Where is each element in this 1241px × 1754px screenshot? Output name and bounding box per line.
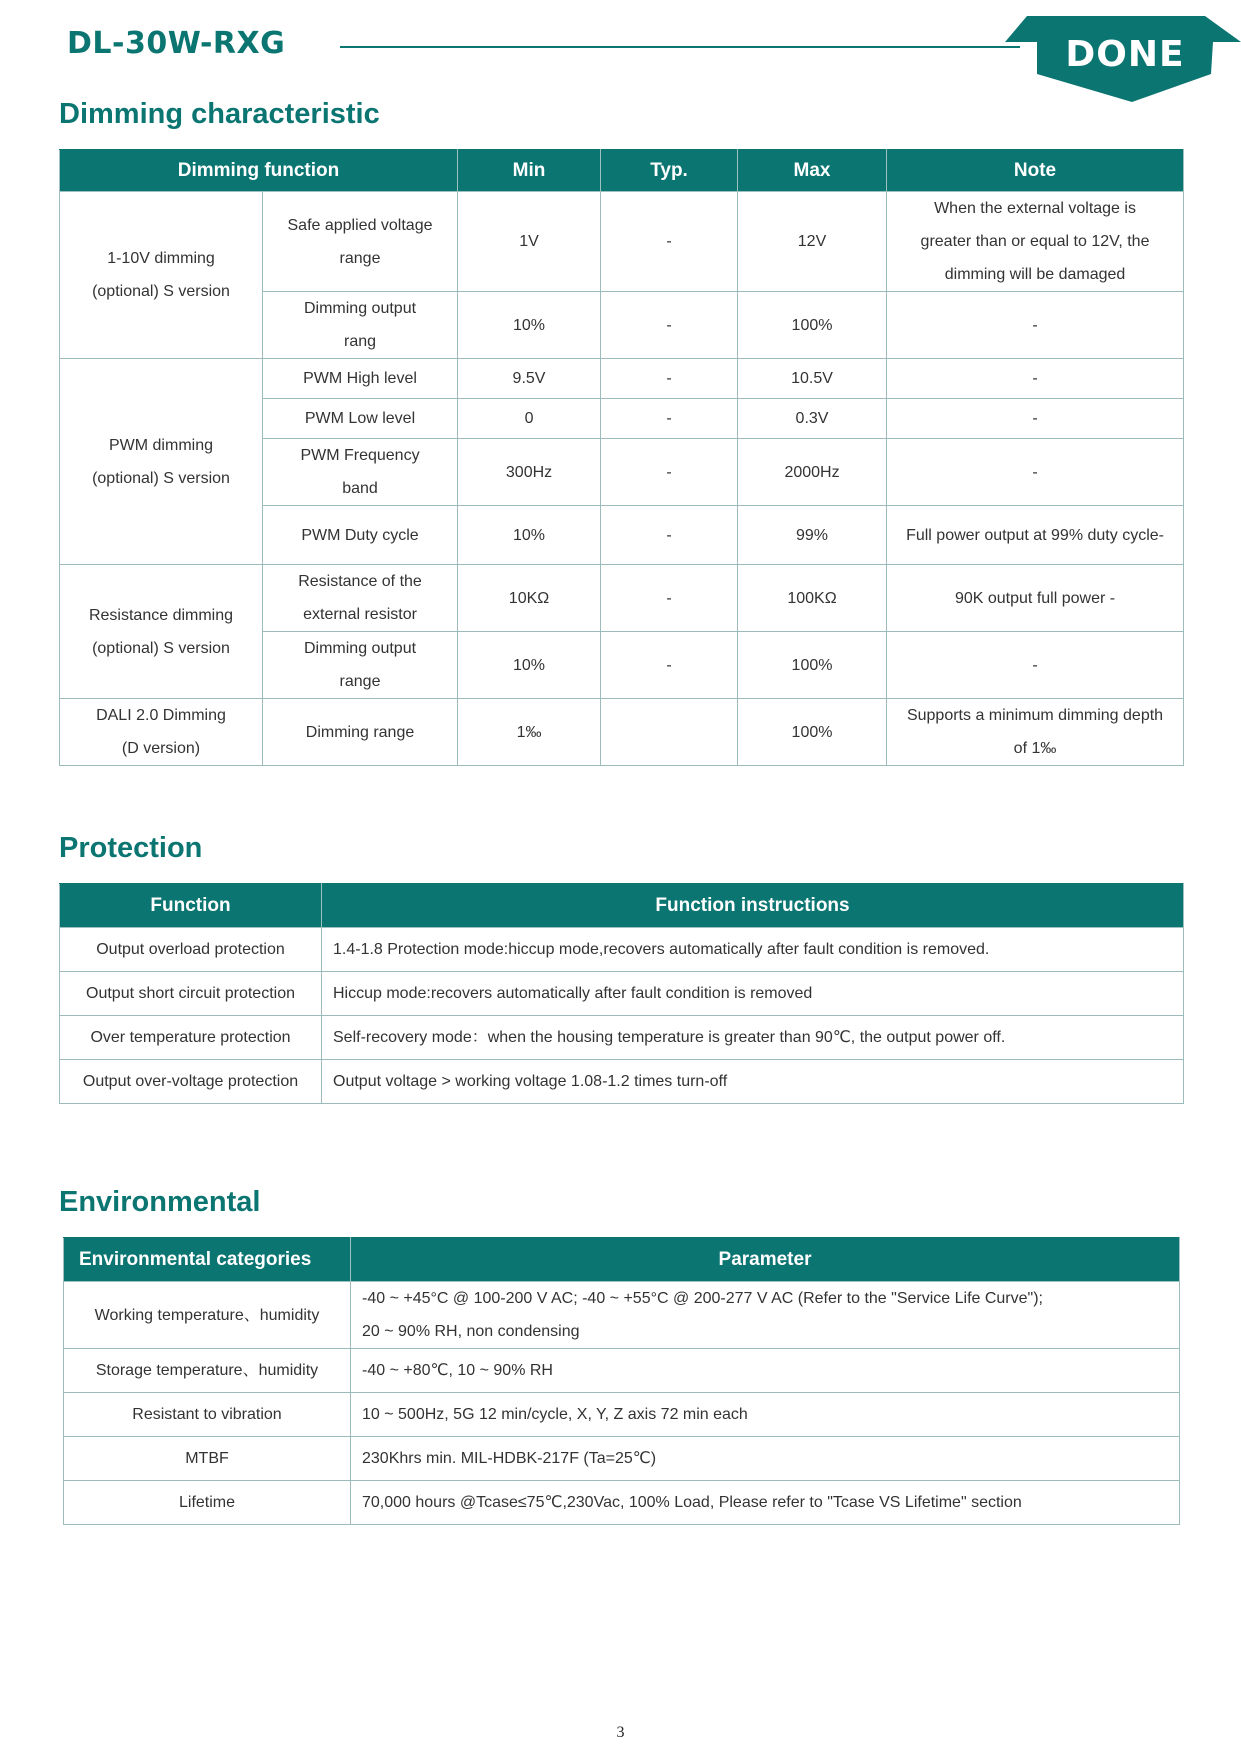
value-typ: - (601, 192, 738, 292)
environmental-category: Lifetime (64, 1481, 351, 1525)
protection-function: Output over-voltage protection (60, 1060, 322, 1104)
dimming-parameter: PWM High level (263, 359, 458, 399)
note-cell: - (887, 292, 1184, 359)
note-cell: - (887, 359, 1184, 399)
protection-instructions: Output voltage > working voltage 1.08-1.2 times turn-off (322, 1060, 1184, 1104)
table-row (60, 972, 1184, 1016)
value-min: 10% (458, 632, 601, 699)
dimming-parameter: Dimming output range (263, 632, 458, 699)
value-typ (601, 699, 738, 766)
value-min: 10% (458, 506, 601, 565)
value-typ: - (601, 359, 738, 399)
header-typ: Typ. (601, 150, 738, 192)
value-min: 9.5V (458, 359, 601, 399)
environmental-category: Storage temperature、humidity (64, 1349, 351, 1393)
header-environmental-categories: Environmental categories (64, 1238, 351, 1282)
header-min: Min (458, 150, 601, 192)
protection-function: Output overload protection (60, 928, 322, 972)
table-row (60, 699, 1184, 766)
note-cell: 90K output full power - (887, 565, 1184, 632)
protection-instructions: Hiccup mode:recovers automatically after fault condition is removed (322, 972, 1184, 1016)
dimming-group-name: DALI 2.0 Dimming (D version) (60, 699, 263, 766)
table-row (64, 1349, 1180, 1393)
table-row (60, 359, 1184, 399)
dimming-group-name: PWM dimming (optional) S version (60, 359, 263, 565)
value-typ: - (601, 506, 738, 565)
environmental-table (63, 1237, 1180, 1525)
note-cell: - (887, 399, 1184, 439)
table-row (60, 1016, 1184, 1060)
dimming-parameter: Dimming range (263, 699, 458, 766)
dimming-parameter: PWM Frequency band (263, 439, 458, 506)
dimming-table (59, 149, 1184, 766)
value-min: 10% (458, 292, 601, 359)
dimming-parameter: Dimming output rang (263, 292, 458, 359)
environmental-parameter: 70,000 hours @Tcase≤75℃,230Vac, 100% Load, Please refer to "Tcase VS Lifetime" section (351, 1481, 1180, 1525)
value-typ: - (601, 565, 738, 632)
value-min: 1V (458, 192, 601, 292)
value-max: 0.3V (738, 399, 887, 439)
dimming-group-name: Resistance dimming (optional) S version (60, 565, 263, 699)
header-function-instructions: Function instructions (322, 884, 1184, 928)
value-max: 100% (738, 699, 887, 766)
table-row (64, 1282, 1180, 1349)
environmental-parameter: 230Khrs min. MIL-HDBK-217F (Ta=25℃) (351, 1437, 1180, 1481)
dimming-parameter: PWM Duty cycle (263, 506, 458, 565)
value-min: 1‰ (458, 699, 601, 766)
protection-instructions: 1.4-1.8 Protection mode:hiccup mode,recovers automatically after fault condition is removed. (322, 928, 1184, 972)
value-typ: - (601, 399, 738, 439)
table-row (64, 1481, 1180, 1525)
value-min: 10KΩ (458, 565, 601, 632)
table-row (60, 565, 1184, 632)
value-typ: - (601, 292, 738, 359)
protection-table (59, 883, 1184, 1104)
dimming-group-name: 1-10V dimming (optional) S version (60, 192, 263, 359)
table-row (64, 1437, 1180, 1481)
header-parameter: Parameter (351, 1238, 1180, 1282)
value-max: 10.5V (738, 359, 887, 399)
header-divider-line (340, 46, 1020, 48)
table-row (60, 928, 1184, 972)
header-note: Note (887, 150, 1184, 192)
note-cell: Full power output at 99% duty cycle- (887, 506, 1184, 565)
protection-function: Output short circuit protection (60, 972, 322, 1016)
environmental-category: Resistant to vibration (64, 1393, 351, 1437)
note-cell: - (887, 439, 1184, 506)
protection-function: Over temperature protection (60, 1016, 322, 1060)
note-cell: Supports a minimum dimming depth of 1‰ (887, 699, 1184, 766)
value-max: 99% (738, 506, 887, 565)
environmental-category: MTBF (64, 1437, 351, 1481)
brand-logo (1005, 16, 1241, 102)
dimming-parameter: PWM Low level (263, 399, 458, 439)
header-max: Max (738, 150, 887, 192)
value-min: 300Hz (458, 439, 601, 506)
value-max: 12V (738, 192, 887, 292)
section-title-protection: Protection (59, 832, 203, 864)
header-dimming-function: Dimming function (60, 150, 458, 192)
note-cell: When the external voltage is greater than or equal to 12V, the dimming will be damaged (887, 192, 1184, 292)
value-typ: - (601, 632, 738, 699)
environmental-parameter: -40 ~ +45°C @ 100-200 V AC; -40 ~ +55°C @ 200-277 V AC (Refer to the "Service Life Curve"); 20 ~ 90% RH, non condensing (351, 1282, 1180, 1349)
value-typ: - (601, 439, 738, 506)
environmental-parameter: -40 ~ +80℃, 10 ~ 90% RH (351, 1349, 1180, 1393)
section-title-dimming: Dimming characteristic (59, 98, 380, 130)
dimming-parameter: Safe applied voltage range (263, 192, 458, 292)
environmental-parameter: 10 ~ 500Hz, 5G 12 min/cycle, X, Y, Z axis 72 min each (351, 1393, 1180, 1437)
dimming-parameter: Resistance of the external resistor (263, 565, 458, 632)
environmental-category: Working temperature、humidity (64, 1282, 351, 1349)
page-number: 3 (616, 1724, 625, 1741)
table-row (60, 192, 1184, 292)
table-row (60, 1060, 1184, 1104)
value-max: 100% (738, 632, 887, 699)
model-title: DL-30W-RXG (67, 26, 286, 61)
note-cell: - (887, 632, 1184, 699)
header-function: Function (60, 884, 322, 928)
table-row (64, 1393, 1180, 1437)
protection-instructions: Self-recovery mode：when the housing temperature is greater than 90℃, the output power off. (322, 1016, 1184, 1060)
section-title-environmental: Environmental (59, 1186, 261, 1218)
value-max: 100% (738, 292, 887, 359)
value-max: 2000Hz (738, 439, 887, 506)
brand-logo-text: DONE (1065, 34, 1185, 75)
value-min: 0 (458, 399, 601, 439)
value-max: 100KΩ (738, 565, 887, 632)
